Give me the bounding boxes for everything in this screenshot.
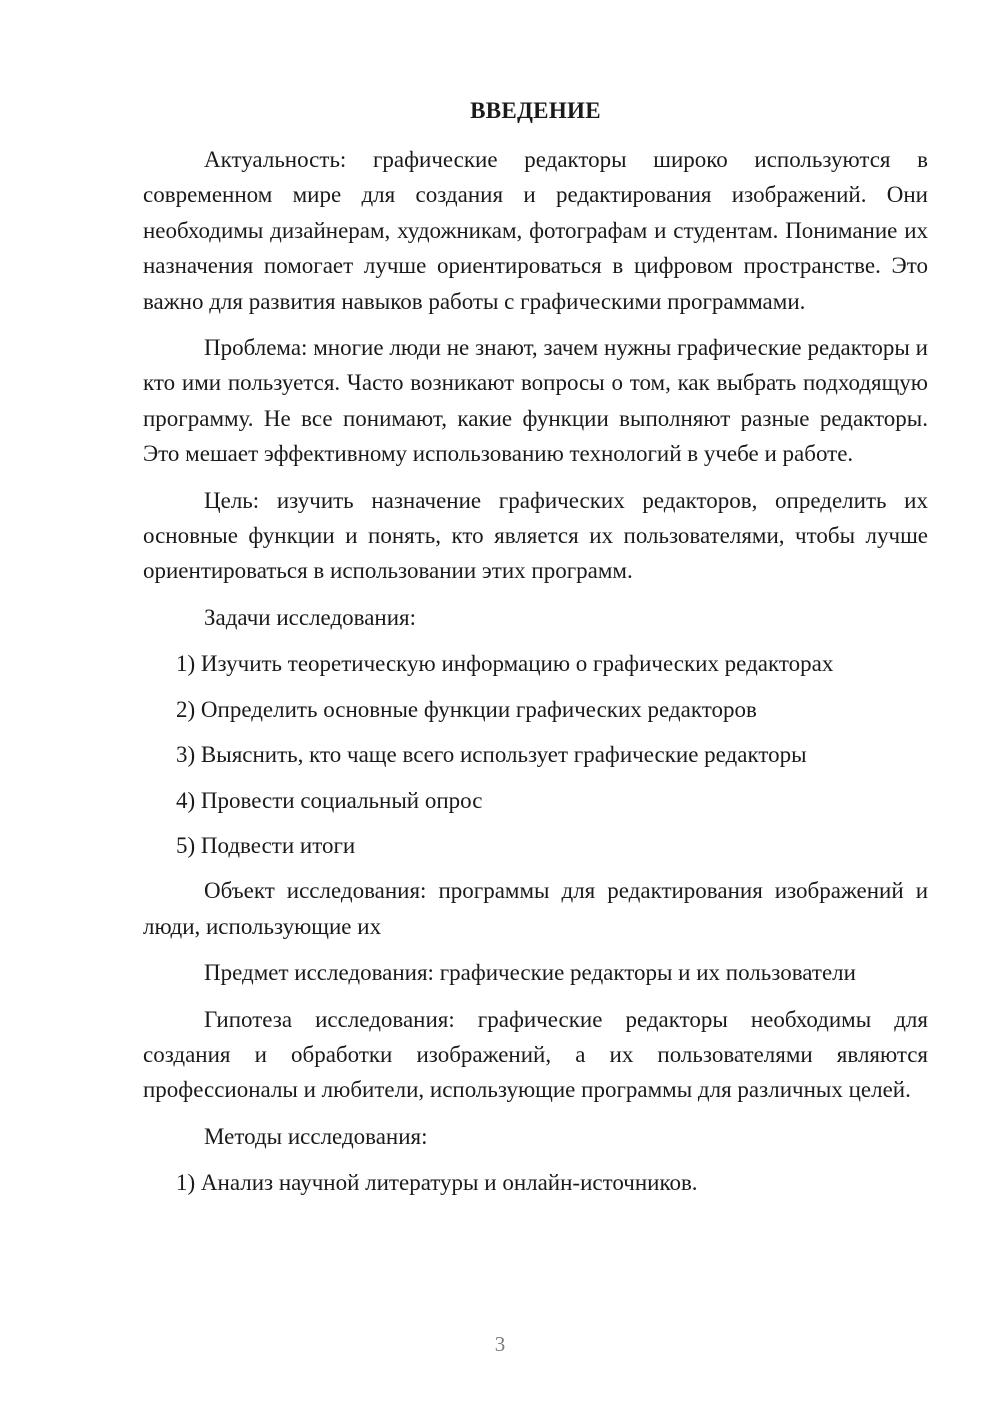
task-item-1: 1) Изучить теоретическую информацию о графических редакторах [176,651,834,677]
document-body [143,142,928,1211]
problem-paragraph: Проблема: многие люди не знают, зачем нужны графические редакторы и кто ими пользуется. Часто возникают вопросы о том, как выбрать подходящую программу. Не все понимают, какие функции выполняют разные редакторы. Это мешает эффективному использованию технологий в учебе и работе. [143,335,928,467]
page-number: 3 [494,1332,506,1356]
task-item-5: 5) Подвести итоги [176,832,356,858]
methods-heading: Методы исследования: [204,1123,428,1149]
subject-paragraph: Предмет исследования: графические редакторы и их пользователи [204,960,856,986]
task-item-2: 2) Определить основные функции графических редакторов [176,696,757,722]
goal-paragraph: Цель: изучить назначение графических редакторов, определить их основные функции и понять, кто является их пользователями, чтобы лучше ориентироваться в использовании этих программ. [143,487,928,584]
method-item-1: 1) Анализ научной литературы и онлайн-источников. [176,1170,698,1196]
object-paragraph: Объект исследования: программы для редактирования изображений и люди, использующие их [143,878,928,939]
task-item-3: 3) Выяснить, кто чаще всего использует графические редакторы [176,742,807,768]
relevance-paragraph: Актуальность: графические редакторы широко используются в современном мире для создания и редактирования изображений. Они необходимы дизайнерам, художникам, фотографам и студентам. Понимание их назначения помогает лучше ориентироваться в цифровом пространстве. Это важно для развития навыков работы с графическими программами. [143,147,928,314]
page-title: ВВЕДЕНИЕ [470,98,601,123]
hypothesis-paragraph: Гипотеза исследования: графические редакторы необходимы для создания и обработки изображений, а их пользователями являются профессионалы и любители, использующие программы для различных целей. [143,1006,928,1103]
tasks-heading: Задачи исследования: [204,604,417,630]
task-item-4: 4) Провести социальный опрос [176,787,483,813]
